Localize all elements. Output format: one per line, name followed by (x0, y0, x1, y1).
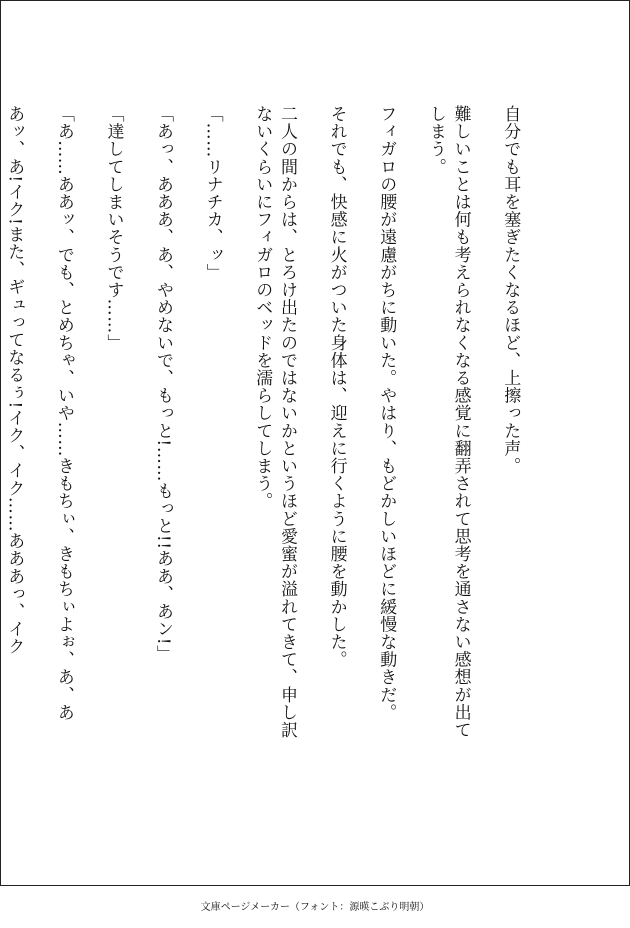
paragraph: 自分でも耳を塞ぎたくなるほど、上擦った声。 (500, 105, 521, 475)
dialogue-line: 「あ……ああッ、でも、とめちゃ、いや……きもちぃ、きもちぃよぉ、あ、あ (53, 105, 74, 721)
vertical-text-body (0, 105, 547, 745)
dialogue-line: 「達してしまいそうです……」 (103, 105, 124, 352)
paragraph: 二人の間からは、とろけ出たのではないかというほど愛蜜が溢れてきて、申し訳ないくらいにフィガロのベッドを濡らしてしまう。 (252, 105, 298, 739)
dialogue-line: 「……リナチカ、ッ」 (202, 105, 223, 281)
paragraph: 難しいことは何も考えられなくなる感覚に翻弄されて思考を通さない感想が出てしまう。 (425, 105, 471, 739)
footer-credit: 文庫ページメーカー（フォント：源暎こぶり明朝） (200, 902, 430, 913)
paragraph: それでも、快感に火がついた身体は、迎えに行くように腰を動かした。 (326, 105, 347, 669)
dialogue-line: 「あっ、あああ、あ、やめないで、もっと!……もっと!!ああ、あン!」 (153, 105, 174, 663)
dialogue-line: あッ、あ!イク!また、ギュってなるぅ!イク、イク……あああっ、イク (4, 105, 25, 656)
paragraph: フィガロの腰が遠慮がちに動いた。やはり、もどかしいほどに緩慢な動きだ。 (376, 105, 397, 721)
